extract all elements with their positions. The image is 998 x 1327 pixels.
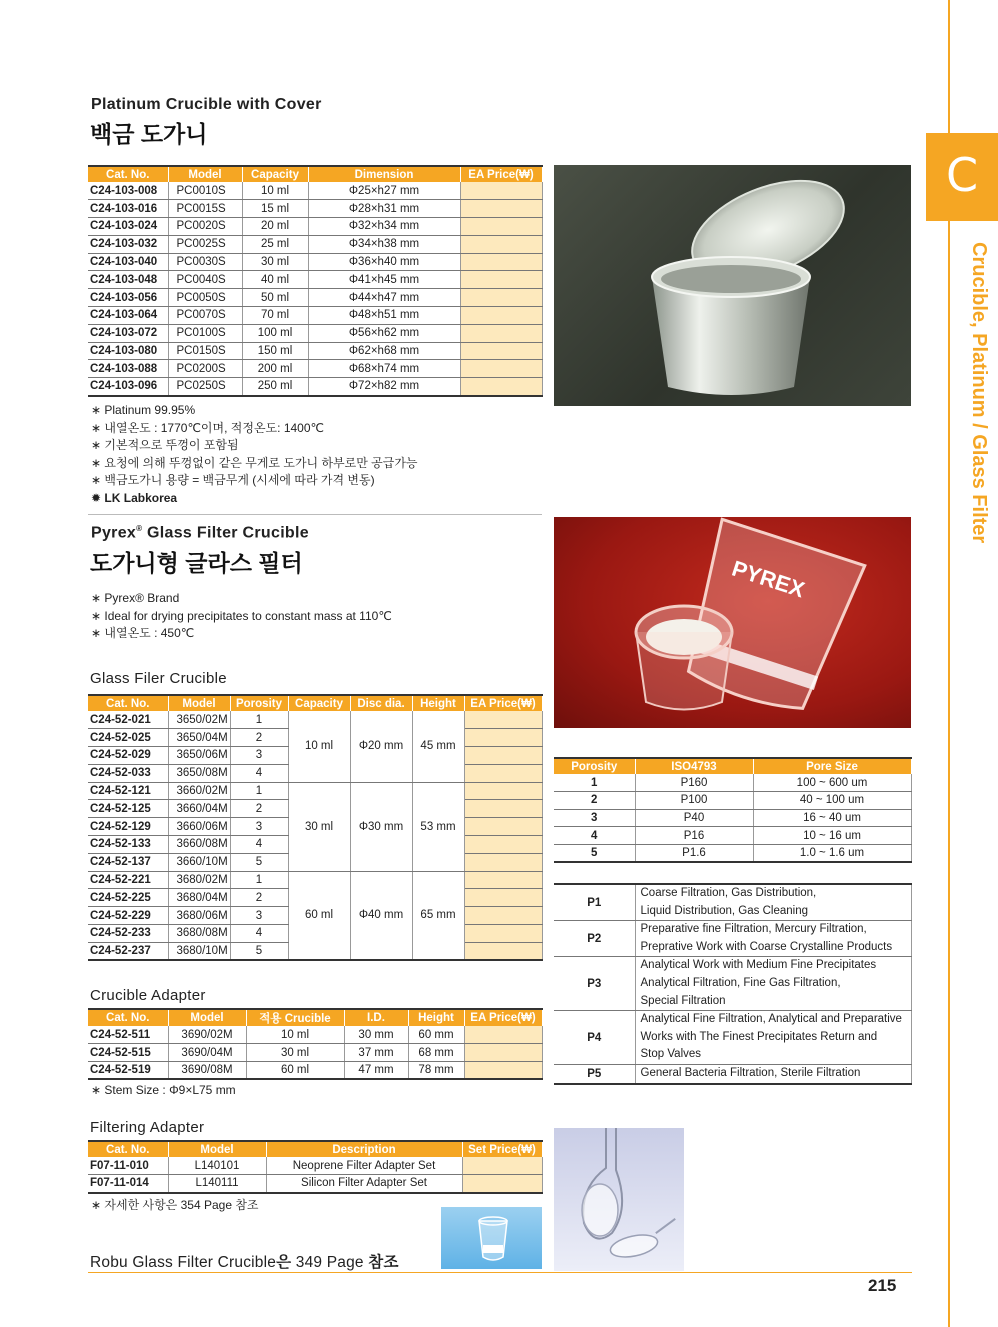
column-header: Set Price(₩) bbox=[462, 1141, 542, 1157]
height: 68 mm bbox=[408, 1044, 464, 1062]
pyrex-title-ko: 도가니형 글라스 필터 bbox=[90, 550, 303, 576]
note-line: ∗ 내열온도 : 1770℃이며, 적정온도: 1400℃ bbox=[91, 420, 324, 435]
model: 3660/04M bbox=[168, 800, 230, 818]
porosity-code: P5 bbox=[554, 1064, 635, 1083]
use-line: Preparative fine Filtration, Mercury Filtration, bbox=[640, 923, 867, 936]
porosity: 3 bbox=[230, 907, 288, 925]
use-line: Analytical Work with Medium Fine Precipitates bbox=[640, 959, 877, 972]
note-line: ∗ 요청에 의해 뚜껑없이 같은 무게로 도가니 하부로만 공급가능 bbox=[91, 455, 418, 470]
capacity: 50 ml bbox=[242, 289, 308, 307]
column-header: Model bbox=[168, 1009, 246, 1026]
use-line: Preprative Work with Coarse Crystalline Products bbox=[640, 940, 893, 953]
cat-no: C24-52-511 bbox=[88, 1026, 168, 1044]
price-cell bbox=[460, 360, 542, 378]
column-header: Porosity bbox=[230, 695, 288, 711]
price-cell bbox=[462, 1175, 542, 1193]
porosity-code: P3 bbox=[554, 957, 635, 1011]
disc-dia: Φ40 mm bbox=[350, 871, 412, 960]
dimension: Φ32×h34 mm bbox=[308, 218, 460, 236]
model: 3660/02M bbox=[168, 782, 230, 800]
note-line: ∗ Ideal for drying precipitates to constant mass at 110℃ bbox=[91, 608, 392, 623]
table-row bbox=[554, 1011, 911, 1065]
cat-no: C24-103-088 bbox=[88, 360, 168, 378]
capacity: 25 ml bbox=[242, 235, 308, 253]
section-tab bbox=[926, 133, 998, 221]
height: 65 mm bbox=[412, 871, 464, 960]
column-header: 적용 Crucible bbox=[246, 1009, 344, 1026]
dimension: Φ72×h82 mm bbox=[308, 378, 460, 396]
adapter-table bbox=[88, 1008, 543, 1080]
platinum-table bbox=[88, 165, 543, 397]
cat-no: C24-103-064 bbox=[88, 307, 168, 325]
filtering-adapter-photo bbox=[554, 1128, 684, 1271]
model: 3660/10M bbox=[168, 853, 230, 871]
table-row bbox=[88, 711, 542, 729]
table-row bbox=[554, 827, 911, 845]
model: PC0070S bbox=[168, 307, 242, 325]
pore-size: 10 ~ 16 um bbox=[753, 827, 911, 845]
table-row bbox=[88, 253, 542, 271]
capacity: 250 ml bbox=[242, 378, 308, 396]
price-cell bbox=[460, 182, 542, 200]
pyrex-title-en bbox=[91, 524, 309, 542]
porosity-use bbox=[635, 921, 911, 957]
model: PC0025S bbox=[168, 235, 242, 253]
dimension: Φ62×h68 mm bbox=[308, 342, 460, 360]
cat-no: C24-103-096 bbox=[88, 378, 168, 396]
dimension: Φ48×h51 mm bbox=[308, 307, 460, 325]
glass-filter-title: Glass Filer Crucible bbox=[90, 670, 227, 687]
cat-no: C24-103-040 bbox=[88, 253, 168, 271]
column-header: ISO4793 bbox=[635, 758, 753, 774]
iso-grade: P16 bbox=[635, 827, 753, 845]
table-row bbox=[88, 289, 542, 307]
porosity-grade: 4 bbox=[554, 827, 635, 845]
table-row bbox=[88, 1157, 542, 1175]
cat-no: C24-52-125 bbox=[88, 800, 168, 818]
table-row bbox=[554, 921, 911, 957]
table-row bbox=[88, 1044, 542, 1062]
model: 3650/06M bbox=[168, 747, 230, 765]
column-header: Dimension bbox=[308, 166, 460, 182]
price-cell bbox=[464, 889, 542, 907]
use-line: Special Filtration bbox=[640, 994, 726, 1007]
height: 53 mm bbox=[412, 782, 464, 871]
dimension: Φ68×h74 mm bbox=[308, 360, 460, 378]
price-cell bbox=[464, 1044, 542, 1062]
porosity: 5 bbox=[230, 853, 288, 871]
price-cell bbox=[464, 1062, 542, 1080]
use-line: Liquid Distribution, Gas Cleaning bbox=[640, 904, 808, 917]
column-header: EA Price(₩) bbox=[464, 695, 542, 711]
vertical-section-title: Crucible, Platinum / Glass Filter bbox=[968, 242, 990, 544]
capacity: 100 ml bbox=[242, 324, 308, 342]
dimension: Φ44×h47 mm bbox=[308, 289, 460, 307]
column-header: Cat. No. bbox=[88, 695, 168, 711]
dimension: Φ56×h62 mm bbox=[308, 324, 460, 342]
porosity: 3 bbox=[230, 818, 288, 836]
table-row bbox=[88, 378, 542, 396]
adapter-note: ∗ Stem Size : Φ9×L75 mm bbox=[91, 1083, 236, 1097]
porosity-code: P4 bbox=[554, 1011, 635, 1065]
price-cell bbox=[464, 925, 542, 943]
pyrex-brand-text: Pyrex bbox=[91, 524, 137, 542]
model: PC0010S bbox=[168, 182, 242, 200]
height: 78 mm bbox=[408, 1062, 464, 1080]
adapter-title: Crucible Adapter bbox=[90, 987, 206, 1004]
table-row bbox=[88, 342, 542, 360]
registered-mark: ® bbox=[136, 524, 143, 533]
section-letter: C bbox=[945, 148, 979, 202]
inner-diameter: 37 mm bbox=[344, 1044, 408, 1062]
price-cell bbox=[464, 871, 542, 889]
table-row bbox=[88, 182, 542, 200]
cat-no: C24-52-121 bbox=[88, 782, 168, 800]
price-cell bbox=[464, 782, 542, 800]
column-header: Model bbox=[168, 1141, 266, 1157]
footer-rule bbox=[88, 1272, 912, 1273]
model: PC0040S bbox=[168, 271, 242, 289]
pore-size: 100 ~ 600 um bbox=[753, 774, 911, 792]
column-header: EA Price(₩) bbox=[464, 1009, 542, 1026]
table-row bbox=[554, 884, 911, 921]
pore-size: 40 ~ 100 um bbox=[753, 792, 911, 810]
table-row bbox=[88, 271, 542, 289]
cat-no: C24-103-048 bbox=[88, 271, 168, 289]
column-header: Model bbox=[168, 166, 242, 182]
cat-no: F07-11-014 bbox=[88, 1175, 168, 1193]
porosity: 4 bbox=[230, 764, 288, 782]
use-line: Analytical Filtration, Fine Gas Filtration, bbox=[640, 976, 841, 989]
price-cell bbox=[464, 729, 542, 747]
note-line: ∗ 기본적으로 뚜껑이 포함됨 bbox=[91, 438, 239, 452]
price-cell bbox=[464, 1026, 542, 1044]
cat-no: C24-103-080 bbox=[88, 342, 168, 360]
platinum-title-ko: 백금 도가니 bbox=[90, 121, 208, 147]
column-header: Model bbox=[168, 695, 230, 711]
cat-no: C24-103-032 bbox=[88, 235, 168, 253]
table-row bbox=[554, 774, 911, 792]
cat-no: C24-52-137 bbox=[88, 853, 168, 871]
brand-icon: ✹ bbox=[91, 490, 102, 505]
model: 3660/08M bbox=[168, 836, 230, 854]
column-header: Cat. No. bbox=[88, 166, 168, 182]
capacity: 40 ml bbox=[242, 271, 308, 289]
crucible-size: 60 ml bbox=[246, 1062, 344, 1080]
porosity-code: P2 bbox=[554, 921, 635, 957]
model: 3690/08M bbox=[168, 1062, 246, 1080]
robu-crucible-photo bbox=[441, 1207, 542, 1269]
description: Silicon Filter Adapter Set bbox=[266, 1175, 462, 1193]
glass-filter-table bbox=[88, 694, 543, 961]
porosity-code: P1 bbox=[554, 884, 635, 921]
column-header: Height bbox=[408, 1009, 464, 1026]
column-header: Height bbox=[412, 695, 464, 711]
porosity: 1 bbox=[230, 711, 288, 729]
porosity-grade: 5 bbox=[554, 844, 635, 862]
price-cell bbox=[460, 200, 542, 218]
iso-grade: P1.6 bbox=[635, 844, 753, 862]
model: PC0050S bbox=[168, 289, 242, 307]
pyrex-crucible-photo bbox=[554, 517, 911, 728]
table-row bbox=[554, 957, 911, 1011]
column-header: I.D. bbox=[344, 1009, 408, 1026]
note-line: ∗ Platinum 99.95% bbox=[91, 403, 196, 417]
column-header: Capacity bbox=[242, 166, 308, 182]
platinum-crucible-photo bbox=[554, 165, 911, 406]
table-row bbox=[88, 218, 542, 236]
porosity-use bbox=[635, 1011, 911, 1065]
porosity: 2 bbox=[230, 800, 288, 818]
inner-diameter: 30 mm bbox=[344, 1026, 408, 1044]
price-cell bbox=[464, 853, 542, 871]
cat-no: C24-52-229 bbox=[88, 907, 168, 925]
model: 3680/02M bbox=[168, 871, 230, 889]
model: 3660/06M bbox=[168, 818, 230, 836]
brand-name: LK Labkorea bbox=[104, 490, 178, 505]
cat-no: C24-103-016 bbox=[88, 200, 168, 218]
price-cell bbox=[462, 1157, 542, 1175]
porosity-use bbox=[635, 884, 911, 921]
porosity-grade: 1 bbox=[554, 774, 635, 792]
cat-no: C24-52-515 bbox=[88, 1044, 168, 1062]
porosity-table bbox=[554, 757, 912, 863]
cat-no: C24-103-008 bbox=[88, 182, 168, 200]
price-cell bbox=[464, 818, 542, 836]
table-row bbox=[88, 235, 542, 253]
filtering-note: ∗ 자세한 사항은 354 Page 참조 bbox=[91, 1198, 259, 1212]
pore-size: 1.0 ~ 1.6 um bbox=[753, 844, 911, 862]
crucible-size: 30 ml bbox=[246, 1044, 344, 1062]
cat-no: C24-52-233 bbox=[88, 925, 168, 943]
note-line: ∗ 백금도가니 용량 = 백금무게 (시세에 따라 가격 변동) bbox=[91, 473, 375, 487]
pore-size: 16 ~ 40 um bbox=[753, 809, 911, 827]
cat-no: C24-103-056 bbox=[88, 289, 168, 307]
porosity: 5 bbox=[230, 942, 288, 960]
dimension: Φ28×h31 mm bbox=[308, 200, 460, 218]
model: PC0015S bbox=[168, 200, 242, 218]
cat-no: C24-52-029 bbox=[88, 747, 168, 765]
model: 3680/04M bbox=[168, 889, 230, 907]
capacity: 30 ml bbox=[242, 253, 308, 271]
column-header: Description bbox=[266, 1141, 462, 1157]
cat-no: C24-52-225 bbox=[88, 889, 168, 907]
price-cell bbox=[460, 342, 542, 360]
dimension: Φ36×h40 mm bbox=[308, 253, 460, 271]
filtering-table bbox=[88, 1140, 543, 1194]
porosity: 2 bbox=[230, 729, 288, 747]
capacity: 70 ml bbox=[242, 307, 308, 325]
model: PC0150S bbox=[168, 342, 242, 360]
price-cell bbox=[460, 289, 542, 307]
use-line: Coarse Filtration, Gas Distribution, bbox=[640, 887, 817, 899]
model: PC0100S bbox=[168, 324, 242, 342]
capacity: 15 ml bbox=[242, 200, 308, 218]
dimension: Φ25×h27 mm bbox=[308, 182, 460, 200]
cat-no: C24-103-024 bbox=[88, 218, 168, 236]
robu-reference bbox=[90, 1250, 399, 1272]
model: 3690/02M bbox=[168, 1026, 246, 1044]
table-row bbox=[88, 200, 542, 218]
table-row bbox=[88, 324, 542, 342]
table-row bbox=[554, 792, 911, 810]
disc-dia: Φ20 mm bbox=[350, 711, 412, 782]
page-number: 215 bbox=[868, 1276, 897, 1295]
capacity: 20 ml bbox=[242, 218, 308, 236]
inner-diameter: 47 mm bbox=[344, 1062, 408, 1080]
robu-page: 349 Page bbox=[291, 1254, 369, 1271]
porosity-use bbox=[635, 1064, 911, 1083]
model: L140111 bbox=[168, 1175, 266, 1193]
filtering-title: Filtering Adapter bbox=[90, 1119, 205, 1136]
column-header: Pore Size bbox=[753, 758, 911, 774]
robu-text-ko2: 참조 bbox=[368, 1254, 399, 1271]
column-header: Cat. No. bbox=[88, 1009, 168, 1026]
platinum-crucible-illustration bbox=[554, 165, 911, 406]
price-cell bbox=[464, 907, 542, 925]
filtering-adapter-illustration bbox=[554, 1128, 684, 1271]
price-cell bbox=[464, 711, 542, 729]
cat-no: C24-52-021 bbox=[88, 711, 168, 729]
disc-dia: Φ30 mm bbox=[350, 782, 412, 871]
table-row bbox=[88, 1175, 542, 1193]
model: 3680/08M bbox=[168, 925, 230, 943]
model: PC0020S bbox=[168, 218, 242, 236]
robu-crucible-illustration bbox=[441, 1207, 542, 1269]
crucible-size: 10 ml bbox=[246, 1026, 344, 1044]
column-header: EA Price(₩) bbox=[460, 166, 542, 182]
column-header: Capacity bbox=[288, 695, 350, 711]
price-cell bbox=[464, 836, 542, 854]
porosity: 3 bbox=[230, 747, 288, 765]
pyrex-label: PYREX bbox=[728, 555, 808, 603]
price-cell bbox=[464, 747, 542, 765]
price-cell bbox=[460, 307, 542, 325]
capacity: 150 ml bbox=[242, 342, 308, 360]
price-cell bbox=[460, 235, 542, 253]
table-row bbox=[88, 307, 542, 325]
section-divider bbox=[88, 514, 542, 515]
table-row bbox=[554, 1064, 911, 1083]
table-row bbox=[88, 1062, 542, 1080]
column-header: Cat. No. bbox=[88, 1141, 168, 1157]
pyrex-title-rest: Glass Filter Crucible bbox=[142, 524, 309, 542]
cat-no: C24-52-133 bbox=[88, 836, 168, 854]
porosity: 4 bbox=[230, 925, 288, 943]
model: 3650/04M bbox=[168, 729, 230, 747]
model: 3690/04M bbox=[168, 1044, 246, 1062]
price-cell bbox=[460, 324, 542, 342]
cat-no: F07-11-010 bbox=[88, 1157, 168, 1175]
cat-no: C24-52-221 bbox=[88, 871, 168, 889]
porosity-grade: 3 bbox=[554, 809, 635, 827]
pyrex-crucible-illustration bbox=[554, 517, 911, 728]
porosity: 4 bbox=[230, 836, 288, 854]
table-row bbox=[554, 844, 911, 862]
iso-grade: P160 bbox=[635, 774, 753, 792]
porosity: 2 bbox=[230, 889, 288, 907]
cat-no: C24-52-519 bbox=[88, 1062, 168, 1080]
iso-grade: P100 bbox=[635, 792, 753, 810]
model: PC0030S bbox=[168, 253, 242, 271]
model: 3680/06M bbox=[168, 907, 230, 925]
price-cell bbox=[460, 271, 542, 289]
capacity: 60 ml bbox=[288, 871, 350, 960]
table-row bbox=[88, 360, 542, 378]
use-line: Stop Valves bbox=[640, 1048, 702, 1061]
porosity-grade: 2 bbox=[554, 792, 635, 810]
cat-no: C24-52-025 bbox=[88, 729, 168, 747]
table-row bbox=[554, 809, 911, 827]
model: PC0250S bbox=[168, 378, 242, 396]
cat-no: C24-103-072 bbox=[88, 324, 168, 342]
model: 3650/08M bbox=[168, 764, 230, 782]
robu-text-ko: 은 bbox=[276, 1254, 292, 1271]
price-cell bbox=[464, 764, 542, 782]
price-cell bbox=[464, 942, 542, 960]
porosity: 1 bbox=[230, 782, 288, 800]
price-cell bbox=[460, 253, 542, 271]
capacity: 30 ml bbox=[288, 782, 350, 871]
description: Neoprene Filter Adapter Set bbox=[266, 1157, 462, 1175]
use-line: General Bacteria Filtration, Sterile Filtration bbox=[640, 1066, 861, 1079]
height: 45 mm bbox=[412, 711, 464, 782]
cat-no: C24-52-129 bbox=[88, 818, 168, 836]
model: L140101 bbox=[168, 1157, 266, 1175]
iso-grade: P40 bbox=[635, 809, 753, 827]
column-header: Porosity bbox=[554, 758, 635, 774]
table-row bbox=[88, 871, 542, 889]
model: 3650/02M bbox=[168, 711, 230, 729]
porosity-use-table bbox=[554, 883, 912, 1085]
porosity: 1 bbox=[230, 871, 288, 889]
pyrex-notes bbox=[91, 590, 531, 643]
platinum-title-en: Platinum Crucible with Cover bbox=[91, 96, 322, 113]
capacity: 10 ml bbox=[242, 182, 308, 200]
model: 3680/10M bbox=[168, 942, 230, 960]
dimension: Φ34×h38 mm bbox=[308, 235, 460, 253]
porosity-use bbox=[635, 957, 911, 1011]
price-cell bbox=[460, 378, 542, 396]
column-header: Disc dia. bbox=[350, 695, 412, 711]
use-line: Analytical Fine Filtration, Analytical and Preparative bbox=[640, 1013, 902, 1026]
dimension: Φ41×h45 mm bbox=[308, 271, 460, 289]
price-cell bbox=[460, 218, 542, 236]
use-line: Works with The Finest Precipitates Return and bbox=[640, 1030, 878, 1043]
table-row bbox=[88, 782, 542, 800]
height: 60 mm bbox=[408, 1026, 464, 1044]
capacity: 10 ml bbox=[288, 711, 350, 782]
capacity: 200 ml bbox=[242, 360, 308, 378]
robu-text: Robu Glass Filter Crucible bbox=[90, 1254, 277, 1271]
model: PC0200S bbox=[168, 360, 242, 378]
table-row bbox=[88, 1026, 542, 1044]
platinum-notes bbox=[91, 402, 511, 507]
note-line: ∗ Pyrex® Brand bbox=[91, 591, 180, 605]
cat-no: C24-52-237 bbox=[88, 942, 168, 960]
cat-no: C24-52-033 bbox=[88, 764, 168, 782]
price-cell bbox=[464, 800, 542, 818]
note-line: ∗ 내열온도 : 450℃ bbox=[91, 626, 195, 640]
